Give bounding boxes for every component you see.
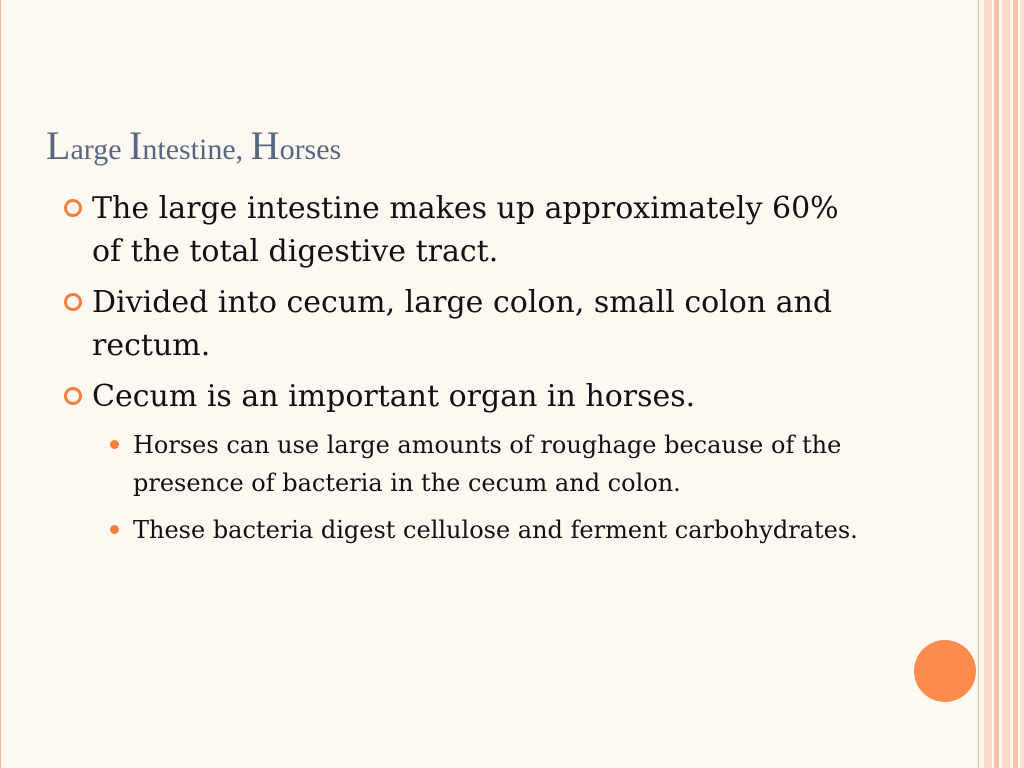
sub-bullet-item <box>106 511 860 549</box>
bullet-text: Cecum is an important organ in horses. <box>92 379 696 414</box>
slide-body <box>60 187 860 558</box>
title-word: Intestine, <box>129 123 251 168</box>
ring-bullet-icon <box>64 199 82 217</box>
border-stripe <box>1013 0 1018 768</box>
decorative-circle <box>914 640 976 702</box>
title-word: Horses <box>250 123 342 168</box>
ring-bullet-icon <box>64 387 82 405</box>
slide-title <box>46 120 341 176</box>
title-word: Large <box>46 123 130 168</box>
dot-bullet-icon <box>110 525 119 534</box>
bullet-item <box>60 281 860 367</box>
bullet-text: The large intestine makes up approximately 60% of the total digestive tract. <box>92 191 839 269</box>
border-stripe <box>994 0 999 768</box>
ring-bullet-icon <box>64 293 82 311</box>
dot-bullet-icon <box>110 440 119 449</box>
bullet-text: Divided into cecum, large colon, small colon and rectum. <box>92 285 833 363</box>
border-stripe <box>1020 0 1024 768</box>
border-stripe <box>984 0 992 768</box>
bullet-item <box>60 375 860 418</box>
right-decorative-border <box>978 0 1024 768</box>
sub-bullet-item <box>106 426 860 502</box>
left-border-line <box>0 0 1 768</box>
border-stripe <box>1002 0 1010 768</box>
border-stripe <box>978 0 979 768</box>
sub-bullet-text: These bacteria digest cellulose and ferment carbohydrates. <box>133 516 858 544</box>
sub-bullet-text: Horses can use large amounts of roughage because of the presence of bacteria in the cecum and colon. <box>133 431 842 497</box>
bullet-item <box>60 187 860 273</box>
